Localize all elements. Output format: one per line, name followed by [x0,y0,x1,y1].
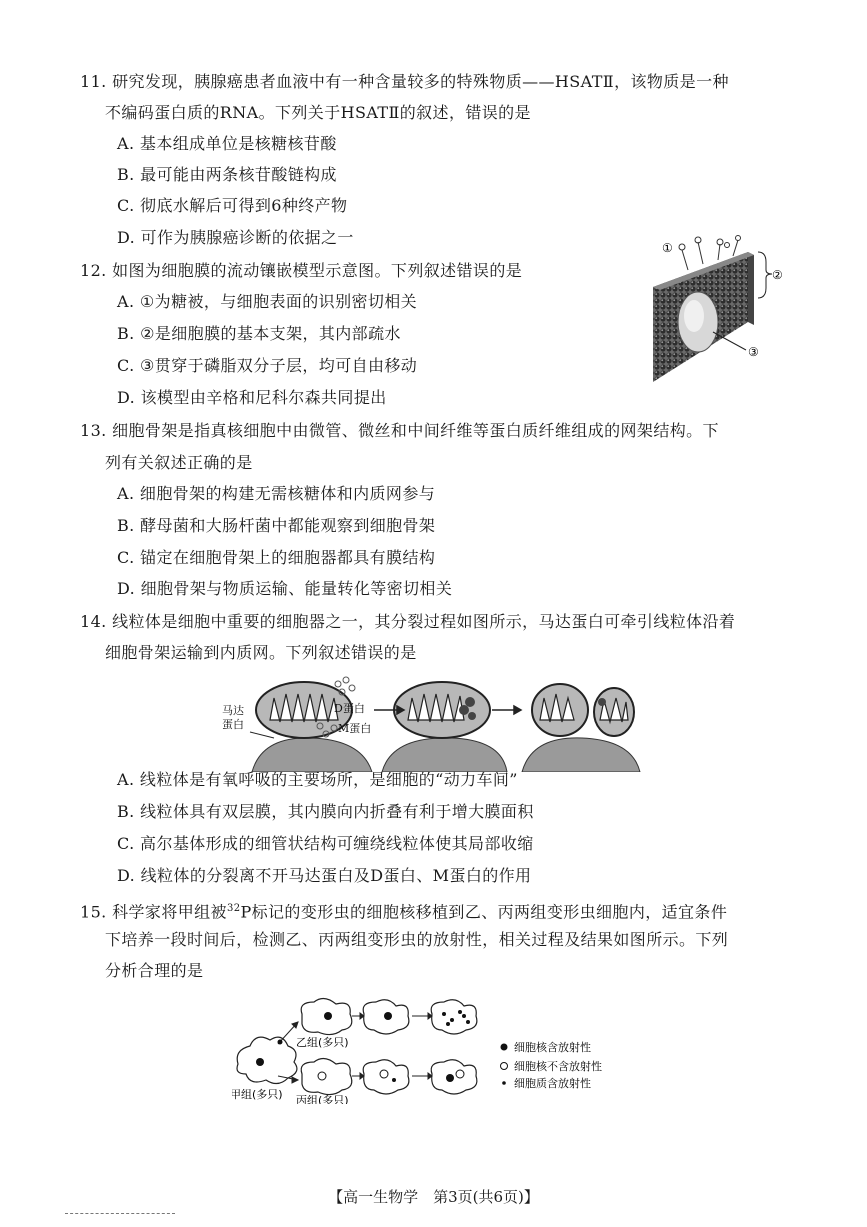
q13-stem-line1: 13. 细胞骨架是指真核细胞中由微管、微丝和中间纤维等蛋白质纤维组成的网架结构。下 [80,421,719,440]
q11-option-b: B. 最可能由两条核苷酸链构成 [117,165,337,184]
q14-option-a: A. 线粒体是有氧呼吸的主要场所，是细胞的“动力车间” [117,770,518,789]
q14-option-c: C. 高尔基体形成的细管状结构可缠绕线粒体使其局部收缩 [117,834,534,853]
q13-option-a: A. 细胞骨架的构建无需核糖体和内质网参与 [117,484,436,503]
label-d-protein: D蛋白 [334,702,365,715]
q11-stem-line1: 11. 研究发现，胰腺癌患者血液中有一种含量较多的特殊物质——HSATⅡ，该物质是一种 [80,72,729,91]
q11-stem-line2: 不编码蛋白质的RNA。下列关于HSATⅡ的叙述，错误的是 [105,103,531,122]
q11-option-d: D. 可作为胰腺癌诊断的依据之一 [117,228,354,247]
q13-option-c: C. 锚定在细胞骨架上的细胞器都具有膜结构 [117,548,436,567]
label-3: ③ [748,345,759,359]
label-motor-2: 蛋白 [222,718,244,731]
label-motor-1: 马达 [222,704,244,717]
q14-option-b: B. 线粒体具有双层膜，其内膜向内折叠有利于增大膜面积 [117,802,534,821]
label-1: ① [662,241,673,255]
q12-stem: 12. 如图为细胞膜的流动镶嵌模型示意图。下列叙述错误的是 [80,261,523,280]
page-footer: 【高一生物学 第3页(共6页)】 [328,1188,539,1206]
legend-nucleus-radioactive: 细胞核含放射性 [514,1041,591,1054]
q13-option-d: D. 细胞骨架与物质运输、能量转化等密切相关 [117,579,453,598]
mitochondria-division-figure [222,676,642,772]
legend-cytoplasm-radioactive: 细胞质含放射性 [514,1077,591,1090]
q14-stem-line2: 细胞骨架运输到内质网。下列叙述错误的是 [105,643,417,662]
amoeba-experiment-figure [232,994,632,1104]
q15-stem-line3: 分析合理的是 [105,961,204,980]
legend-nucleus-not-radioactive: 细胞核不含放射性 [514,1060,602,1073]
q12-option-c: C. ③贯穿于磷脂双分子层，均可自由移动 [117,356,418,375]
q13-option-b: B. 酵母菌和大肠杆菌中都能观察到细胞骨架 [117,516,436,535]
q14-option-d: D. 线粒体的分裂离不开马达蛋白及D蛋白、M蛋白的作用 [117,866,532,885]
q15-stem-line2: 下培养一段时间后，检测乙、丙两组变形虫的放射性，相关过程及结果如图所示。下列 [105,930,729,949]
label-group-jia: 甲组(多只) [232,1088,283,1101]
label-m-protein: M蛋白 [338,722,372,735]
label-group-yi: 乙组(多只) [296,1036,349,1049]
q11-option-c: C. 彻底水解后可得到6种终产物 [117,196,348,215]
q14-stem-line1: 14. 线粒体是细胞中重要的细胞器之一，其分裂过程如图所示，马达蛋白可牵引线粒体沿着 [80,612,736,631]
cell-membrane-figure [648,232,798,392]
label-2: ② [772,268,783,282]
q11-option-a: A. 基本组成单位是核糖核苷酸 [117,134,337,153]
q13-stem-line2: 列有关叙述正确的是 [105,453,253,472]
q12-option-b: B. ②是细胞膜的基本支架，其内部疏水 [117,324,401,343]
q12-option-d: D. 该模型由辛格和尼科尔森共同提出 [117,388,387,407]
scan-edge-mark [65,1213,175,1214]
label-group-bing: 丙组(多只) [296,1094,349,1104]
q12-option-a: A. ①为糖被，与细胞表面的识别密切相关 [117,292,418,311]
q15-stem-line1: 15. 科学家将甲组被$^{32}$P标记的变形虫的细胞核移植到乙、丙两组变形虫细胞内，适宜条件 [80,902,728,922]
